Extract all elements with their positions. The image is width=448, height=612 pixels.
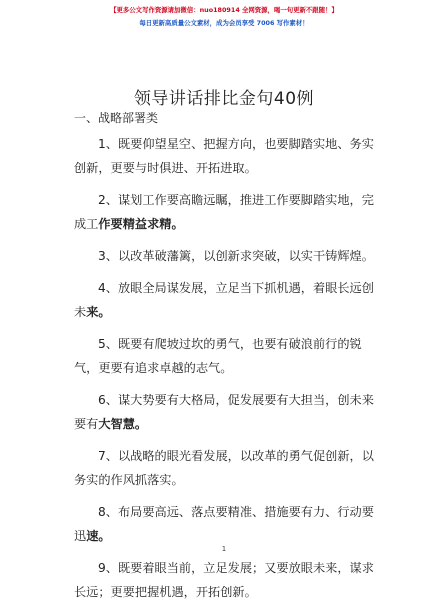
item-text: 3、以改革破藩篱，以创新求突破，以实干铸辉煌。 xyxy=(98,249,374,263)
promo-banner-line-1: 【更多公文写作资源请加微信：nuo180914 全网资源，喝一句更新不跟随！】 xyxy=(110,6,338,14)
item-bold-text: 大智慧。 xyxy=(98,417,148,431)
item-text: 2、谋划工作要高瞻远瞩，推进工作要脚踏实地，完成工 xyxy=(74,193,374,231)
list-item xyxy=(74,388,386,436)
item-text: 5、既要有爬坡过坎的勇气，也要有破浪前行的锐气，更要有追求卓越的志气。 xyxy=(74,337,362,375)
promo-banner-line-2: 每日更新高质量公文素材，成为会员享受 7006 写作素材！ xyxy=(139,19,309,27)
list-item xyxy=(74,276,386,324)
list-item xyxy=(74,332,386,380)
list-item xyxy=(74,188,386,236)
item-text: 4、放眼全局谋发展，立足当下抓机遇，着眼长远创未 xyxy=(74,281,374,319)
page-number: 1 xyxy=(221,545,227,553)
promo-banner xyxy=(0,4,448,30)
list-item xyxy=(74,244,386,268)
item-text: 8、布局要高远、落点要精准、措施要有力、行动要迅 xyxy=(74,505,374,543)
item-text: 6、谋大势要有大格局，促发展要有大担当，创未来要有 xyxy=(74,393,374,431)
item-bold-text: 来。 xyxy=(86,305,111,319)
list-item xyxy=(74,500,386,548)
item-text: 1、既要仰望星空、把握方向，也要脚踏实地、务实创新，更要与时俱进、开拓进取。 xyxy=(74,137,374,175)
document-title: 领导讲话排比金句40例 xyxy=(133,89,315,109)
list-item xyxy=(74,132,386,180)
item-bold-text: 作要精益求精。 xyxy=(98,217,184,231)
section-heading: 一、战略部署类 xyxy=(74,111,159,125)
item-bold-text: 速。 xyxy=(86,529,111,543)
item-text: 7、以战略的眼光看发展，以改革的勇气促创新，以务实的作风抓落实。 xyxy=(74,449,374,487)
item-text: 9、既要着眼当前，立足发展；又要放眼未来，谋求长远；更要把握机遇，开拓创新。 xyxy=(74,561,374,599)
item-list xyxy=(74,132,386,612)
list-item xyxy=(74,556,386,604)
list-item xyxy=(74,444,386,492)
